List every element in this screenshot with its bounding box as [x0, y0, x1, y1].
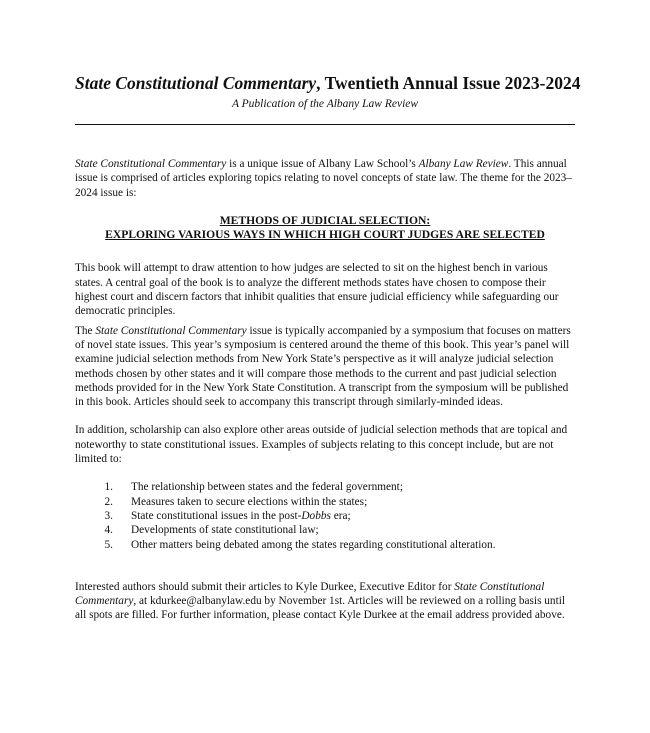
closing-paragraph [75, 580, 575, 623]
book-paragraph: This book will attempt to draw attention to how judges are selected to sit on the highest bench in various states. A central goal of the book is to analyze the different methods states have chosen to compose their highest court and discern factors that inhibit qualities that ensure judicial efficiency while safeguarding our democratic principles. [75, 262, 559, 318]
list-item-case-name: Dobbs [301, 509, 331, 522]
intro-text-2: . This annual issue is comprised of articles exploring topics relating to novel concepts of state law. The theme for the 2023–2024 issue is: [75, 158, 572, 199]
closing-journal-name: State Constitutional Commentary [75, 580, 545, 608]
list-item-number: 1. [104, 481, 113, 494]
topics-list [75, 480, 575, 551]
closing-text-1: Interested authors should submit their articles to Kyle Durkee, Executive Editor for [75, 580, 455, 593]
list-item-text [131, 509, 575, 523]
masthead [75, 70, 581, 112]
symposium-text-1: The [75, 324, 96, 337]
theme-heading-line-1: METHODS OF JUDICIAL SELECTION: [219, 213, 431, 227]
addition-paragraph: In addition, scholarship can also explore other areas outside of judicial selection methods that are topical and noteworthy to state constitutional issues. Examples of subjects relating to this concept include, but are not limited to: [75, 424, 568, 466]
list-item-number: 5. [104, 538, 113, 551]
title-journal-name: State Constitutional Commentary [75, 73, 317, 93]
list-item-text: The relationship between states and the federal government; [131, 481, 403, 494]
document-body [75, 157, 575, 623]
list-item-number: 3. [104, 509, 113, 522]
page-title [75, 70, 581, 96]
list-item-text-post: era; [330, 509, 351, 522]
list-item-text: Other matters being debated among the states regarding constitutional alteration. [131, 538, 496, 551]
list-item [75, 509, 575, 523]
list-item [75, 480, 575, 494]
symposium-paragraph [75, 324, 575, 410]
list-item-number: 4. [104, 524, 113, 537]
title-issue: , Twentieth Annual Issue 2023-2024 [316, 73, 581, 93]
symposium-journal-name: State Constitutional Commentary [95, 324, 247, 337]
list-item-text: Measures taken to secure elections within the states; [131, 495, 368, 508]
intro-paragraph [75, 157, 575, 200]
list-item [75, 538, 575, 552]
list-item [75, 523, 575, 537]
header-divider [75, 124, 575, 125]
page-subtitle: A Publication of the Albany Law Review [231, 98, 419, 110]
theme-heading [75, 214, 575, 243]
intro-journal-name: State Constitutional Commentary [75, 158, 227, 170]
list-item-text: Developments of state constitutional law; [131, 524, 319, 537]
theme-heading-line-2: EXPLORING VARIOUS WAYS IN WHICH HIGH COURT JUDGES ARE SELECTED [105, 228, 545, 242]
closing-text-2: , at kdurkee@albanylaw.edu by November 1st. Articles will be reviewed on a rolling basis until all spots are filled. For further information, please contact Kyle Durkee at the email address provided above. [75, 595, 566, 622]
list-item-number: 2. [104, 495, 113, 508]
list-item [75, 495, 575, 509]
intro-text-1: is a unique issue of Albany Law School’s [226, 158, 419, 170]
intro-review-name: Albany Law Review [418, 158, 509, 170]
list-item-text-pre: State constitutional issues in the post- [131, 509, 302, 522]
symposium-text-2: issue is typically accompanied by a symposium that focuses on matters of novel state issues. This year’s symposium is centered around the theme of this book. This year’s panel will examine judicial selection methods from New York State’s perspective as it will analyze judicial selection methods chosen by other states and it will compare those methods to the current and past judicial selection methods provided for in the New York State Constitution. A transcript from the symposium will be published in this book. Articles should seek to accompany this transcript through similarly-minded ideas. [75, 324, 571, 409]
